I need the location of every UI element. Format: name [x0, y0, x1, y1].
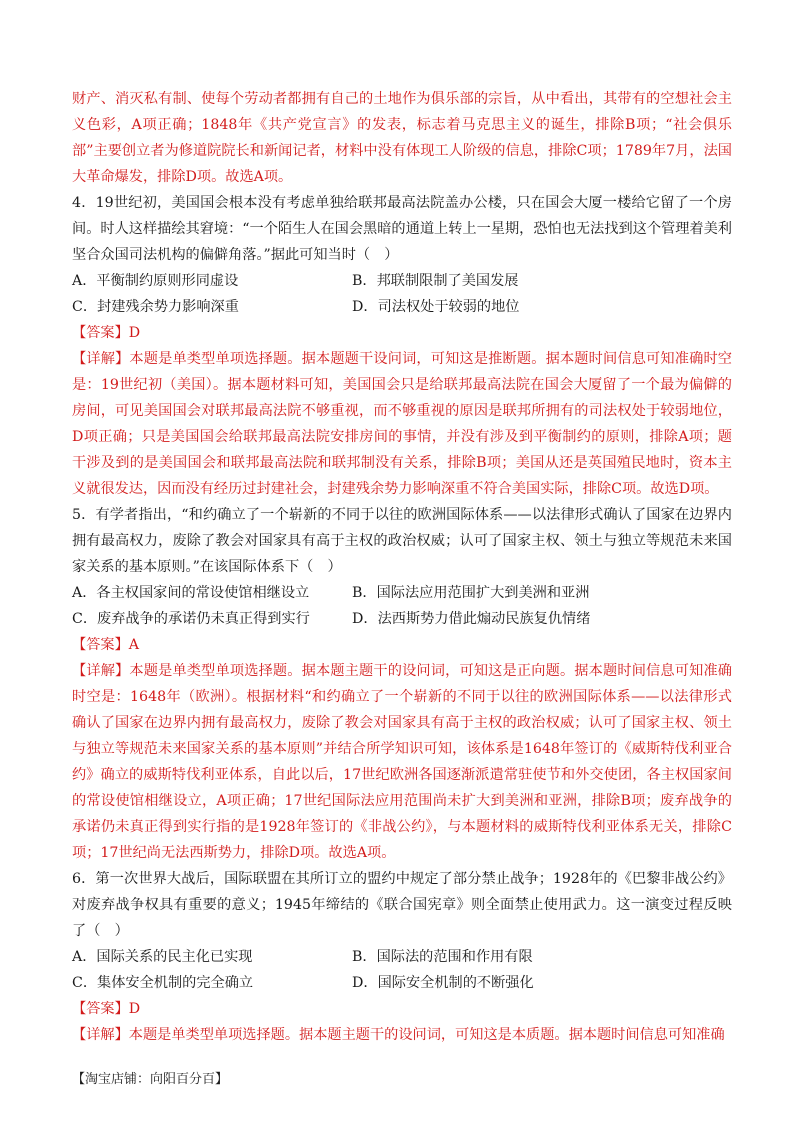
- question-6-option-c: C．集体安全机制的完全确立: [72, 975, 254, 991]
- question-4-explanation: 【详解】本题是单类型单项选择题。据本题题干设问词，可知这是推断题。据本题时间信息可知准确时空是：19世纪初（美国）。据本题材料可知，美国国会只是给联邦最高法院在国会大厦留了一个最为偏僻的房间，可见美国国会对联邦最高法院不够重视，而不够重视的原因是联邦所拥有的司法权处于较弱地位，D项正确；只是美国国会给联邦最高法院安排房间的事情，并没有涉及到平衡制约的原则，排除A项；题干涉及到的是美国国会和联邦最高法院和联邦制没有关系，排除B项；美国从还是英国殖民地时，资本主义就很发达，因而没有经历过封建社会，封建残余势力影响深重不符合美国实际，排除C项。故选D项。: [72, 351, 732, 497]
- intro-explanation: 财产、消灭私有制、使每个劳动者都拥有自己的土地作为俱乐部的宗旨，从中看出，其带有的空想社会主义色彩，A项正确；1848年《共产党宣言》的发表，标志着马克思主义的诞生，排除B项；“社会俱乐部”主要创立者为修道院院长和新闻记者，材料中没有体现工人阶级的信息，排除C项；1789年7月，法国大革命爆发，排除D项。故选A项。: [72, 91, 732, 185]
- question-5-option-c: C．废弃战争的承诺仍未真正得到实行: [72, 611, 310, 627]
- question-6-option-b: B．国际法的范围和作用有限: [352, 949, 533, 965]
- question-6-stem: 6．第一次世界大战后，国际联盟在其所订立的盟约中规定了部分禁止战争；1928年的《巴黎非战公约》对废弃战争权具有重要的意义；1945年缔结的《联合国宪章》则全面禁止使用武力。这一演变过程反映了（ ）: [72, 871, 732, 939]
- question-4-option-d: D．司法权处于较弱的地位: [352, 299, 520, 315]
- question-6-option-d: D．国际安全机制的不断强化: [352, 975, 534, 991]
- question-4-option-c: C．封建残余势力影响深重: [72, 299, 239, 315]
- question-5-explanation: 【详解】本题是单类型单项选择题。据本题主题干的设问词，可知这是正向题。据本题时间信息可知准确时空是：1648年（欧洲）。根据材料“和约确立了一个崭新的不同于以往的欧洲国际体系——以法律形式确认了国家在边界内拥有最高权力，废除了教会对国家具有高于主权的政治权威；认可了国家主权、领土与独立等规范未来国家关系的基本原则”并结合所学知识可知，该体系是1648年签订的《威斯特伐利亚合约》确立的威斯特伐利亚体系，自此以后，17世纪欧洲各国逐渐派遣常驻使节和外交使团，各主权国家间的常设使馆相继设立，A项正确；17世纪国际法应用范围尚未扩大到美洲和亚洲，排除B项；废弃战争的承诺仍未真正得到实行指的是1928年签订的《非战公约》，与本题材料的威斯特伐利亚体系无关，排除C项；17世纪尚无法西斯势力，排除D项。故选A项。: [72, 663, 732, 861]
- page-footer: 【淘宝店铺：向阳百分百】: [72, 1072, 229, 1087]
- page-content: [72, 86, 732, 1048]
- question-6-options: [72, 944, 732, 996]
- question-5-answer: 【答案】A: [72, 637, 139, 653]
- question-4-stem: 4．19世纪初，美国国会根本没有考虑单独给联邦最高法院盖办公楼，只在国会大厦一楼给它留了一个房间。时人这样描绘其窘境：“一个陌生人在国会黑暗的通道上转上一星期，恐怕也无法找到这个管理着美利坚合众国司法机构的偏僻角落。”据此可知当时（ ）: [72, 195, 732, 263]
- question-6-explanation: 【详解】本题是单类型单项选择题。据本题主题干的设问词，可知这是本质题。据本题时间信息可知准确: [72, 1027, 725, 1043]
- question-4-option-b: B．邦联制限制了美国发展: [352, 273, 519, 289]
- question-5-options: [72, 580, 732, 632]
- question-5-stem: 5．有学者指出，“和约确立了一个崭新的不同于以往的欧洲国际体系——以法律形式确认了国家在边界内拥有最高权力，废除了教会对国家具有高于主权的政治权威；认可了国家主权、领土与独立等规范未来国家关系的基本原则。”在该国际体系下（ ）: [72, 507, 732, 575]
- question-5-option-a: A．各主权国家间的常设使馆相继设立: [72, 585, 310, 601]
- question-4-options: [72, 268, 732, 320]
- question-5-option-d: D．法西斯势力借此煽动民族复仇情绪: [352, 611, 591, 627]
- question-6-answer: 【答案】D: [72, 1001, 141, 1017]
- question-4-option-a: A．平衡制约原则形同虚设: [72, 273, 239, 289]
- question-6-option-a: A．国际关系的民主化已实现: [72, 949, 253, 965]
- question-5-option-b: B．国际法应用范围扩大到美洲和亚洲: [352, 585, 590, 601]
- question-4-answer: 【答案】D: [72, 325, 141, 341]
